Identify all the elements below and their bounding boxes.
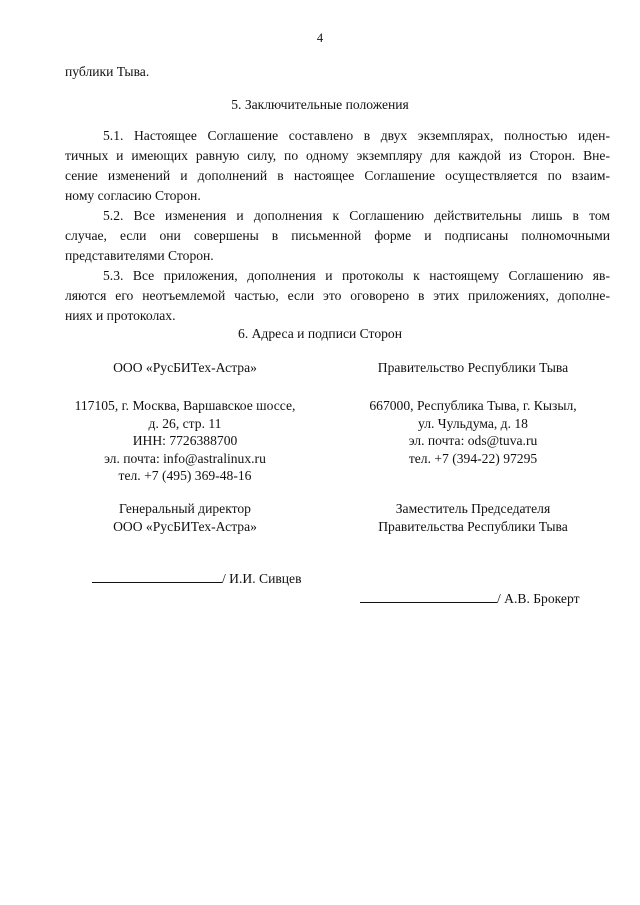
email: эл. почта: info@astralinux.ru xyxy=(104,450,266,466)
position-line: Правительства Республики Тыва xyxy=(378,518,568,534)
left-party-address xyxy=(50,397,320,485)
left-party-org xyxy=(50,359,320,377)
address-line: 117105, г. Москва, Варшавское шоссе, xyxy=(74,398,296,413)
position-line: Генеральный директор xyxy=(119,501,251,516)
paragraph-line: ляются его неотъемлемой частью, если это оговорено в этих приложениях, дополне- xyxy=(65,288,610,303)
paragraph-line: случае, если они совершены в письменной форме и подписаны полномочными xyxy=(65,228,610,243)
right-party-org xyxy=(338,359,608,377)
section-6-heading: 6. Адреса и подписи Сторон xyxy=(238,326,402,341)
phone: тел. +7 (394-22) 97295 xyxy=(408,450,538,466)
paragraph-line: 5.2. Все изменения и дополнения к Соглашению действительны лишь в том xyxy=(103,208,610,223)
signature-name: / И.И. Сивцев xyxy=(222,571,302,586)
paragraph-line: тичных и имеющих равную силу, по одному экземпляру для каждой из Сторон. Вне- xyxy=(65,148,610,163)
right-party-position xyxy=(338,500,608,535)
org-name: Правительство Республики Тыва xyxy=(377,360,569,375)
paragraph-5-1 xyxy=(65,126,610,206)
signature-line xyxy=(92,568,222,583)
section-5-heading: 5. Заключительные положения xyxy=(231,97,409,112)
paragraph-line: представителями Сторон. xyxy=(65,248,214,263)
continuation-text: публики Тыва. xyxy=(65,64,150,79)
left-party-position xyxy=(50,500,320,535)
address-line: 667000, Республика Тыва, г. Кызыл, xyxy=(369,398,577,413)
left-signature xyxy=(92,568,302,587)
signature-line xyxy=(360,588,497,603)
email: эл. почта: ods@tuva.ru xyxy=(408,433,538,448)
paragraph-5-2 xyxy=(65,206,610,266)
inn: ИНН: 7726388700 xyxy=(132,433,238,448)
right-party-address xyxy=(338,397,608,467)
address-line: д. 26, стр. 11 xyxy=(148,415,222,431)
phone: тел. +7 (495) 369-48-16 xyxy=(118,468,252,483)
org-name: ООО «РусБИТех-Астра» xyxy=(113,360,257,375)
signature-name: / А.В. Брокерт xyxy=(497,591,580,606)
page-number: 4 xyxy=(316,31,324,45)
paragraph-line: ному согласию Сторон. xyxy=(65,188,201,203)
paragraph-line: 5.1. Настоящее Соглашение составлено в двух экземплярах, полностью иден- xyxy=(103,128,610,143)
position-line: ООО «РусБИТех-Астра» xyxy=(113,518,257,534)
paragraph-line: ниях и протоколах. xyxy=(65,308,176,323)
position-line: Заместитель Председателя xyxy=(395,501,551,516)
address-line: ул. Чульдума, д. 18 xyxy=(418,415,528,431)
paragraph-5-3 xyxy=(65,266,610,326)
right-signature xyxy=(360,588,580,607)
paragraph-line: сение изменений и дополнений в настоящее Соглашение осуществляется по взаим- xyxy=(65,168,610,183)
paragraph-line: 5.3. Все приложения, дополнения и протоколы к настоящему Соглашению яв- xyxy=(103,268,610,283)
